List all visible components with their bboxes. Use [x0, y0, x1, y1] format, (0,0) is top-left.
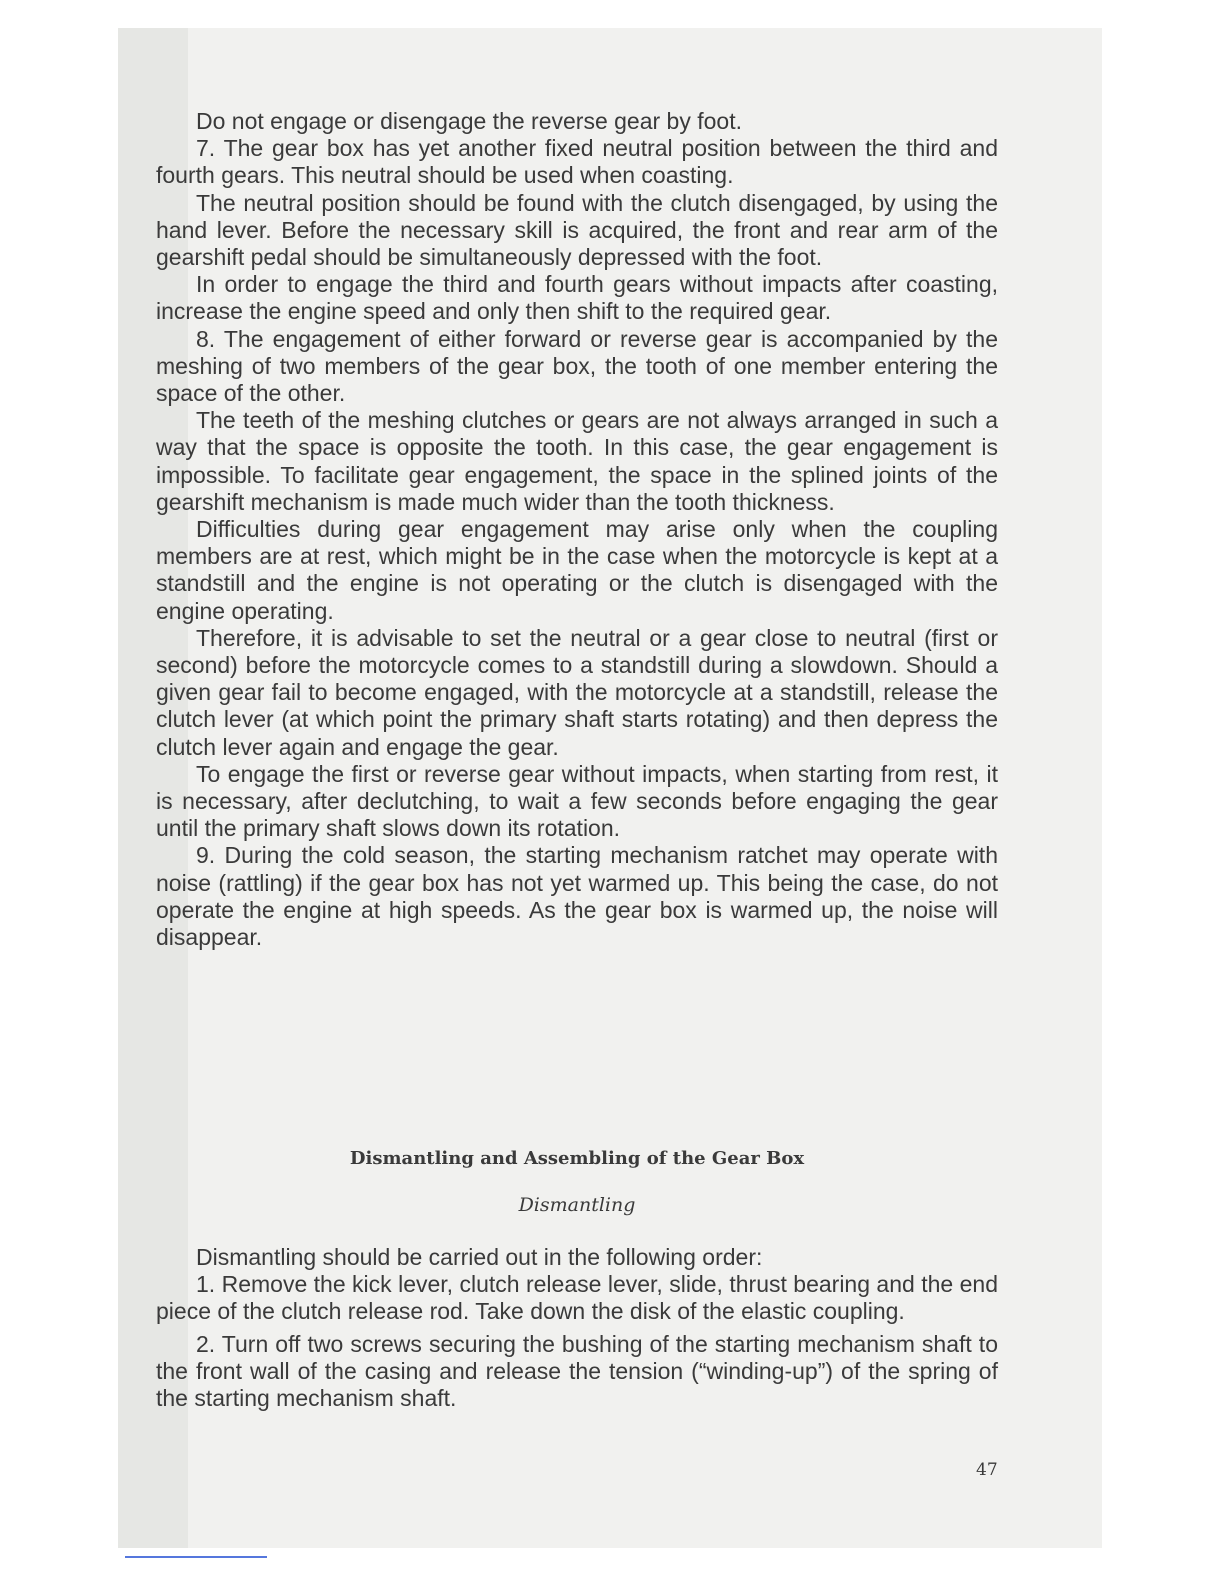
paragraph: 7. The gear box has yet another fixed neutral position between the third and fourth gears. This neutral should be used when coasting.: [156, 135, 998, 189]
paragraph: In order to engage the third and fourth gears without impacts after coasting, increase the engine speed and only then shift to the required gear.: [156, 271, 998, 325]
paragraph: 9. During the cold season, the starting mechanism ratchet may operate with noise (rattling) if the gear box has not yet warmed up. This being the case, do not operate the engine at high speeds. As the gear box is warmed up, the noise will disappear.: [156, 842, 998, 951]
page-number: 47: [976, 1460, 998, 1480]
dismantling-text: [156, 1244, 998, 1412]
paragraph: Therefore, it is advisable to set the neutral or a gear close to neutral (first or second) before the motorcycle comes to a standstill during a slowdown. Should a given gear fail to become engaged, with the motorcycle at a standstill, release the clutch lever (at which point the primary shaft starts rotating) and then depress the clutch lever again and engage the gear.: [156, 624, 998, 760]
paragraph: Dismantling should be carried out in the following order:: [196, 1244, 763, 1270]
paragraph: Difficulties during gear engagement may arise only when the coupling members are at rest, which might be in the case when the motorcycle is kept at a standstill and the engine is not operating or the clutch is disengaged with the engine operating.: [156, 516, 998, 624]
paragraph: 2. Turn off two screws securing the bushing of the starting mechanism shaft to the front wall of the casing and release the tension (“winding-up”) of the spring of the starting mechanism shaft.: [156, 1330, 998, 1412]
paragraph: To engage the first or reverse gear without impacts, when starting from rest, it is necessary, after declutching, to wait a few seconds before engaging the gear until the primary shaft slows down its rotation.: [156, 760, 998, 842]
paragraph: The teeth of the meshing clutches or gears are not always arranged in such a way that the space is opposite the tooth. In this case, the gear engagement is impossible. To facilitate gear engagement, the space in the splined joints of the gearshift mechanism is made much wider than the tooth thickness.: [156, 407, 998, 515]
paragraph: The neutral position should be found with the clutch disengaged, by using the hand lever. Before the necessary skill is acquired, the front and rear arm of the gearshift pedal should be simultaneously depressed with the foot.: [156, 189, 998, 271]
paragraph: 1. Remove the kick lever, clutch release lever, slide, thrust bearing and the end piece of the clutch release rod. Take down the disk of the elastic coupling.: [156, 1271, 998, 1325]
footer-rule: [125, 1556, 267, 1558]
subsection-heading: Dismantling: [518, 1194, 636, 1216]
paragraph: Do not engage or disengage the reverse gear by foot.: [196, 108, 742, 134]
body-text: [156, 108, 998, 951]
section-heading: Dismantling and Assembling of the Gear Box: [349, 1148, 805, 1169]
paragraph: 8. The engagement of either forward or reverse gear is accompanied by the meshing of two members of the gear box, the tooth of one member entering the space of the other.: [156, 325, 998, 407]
